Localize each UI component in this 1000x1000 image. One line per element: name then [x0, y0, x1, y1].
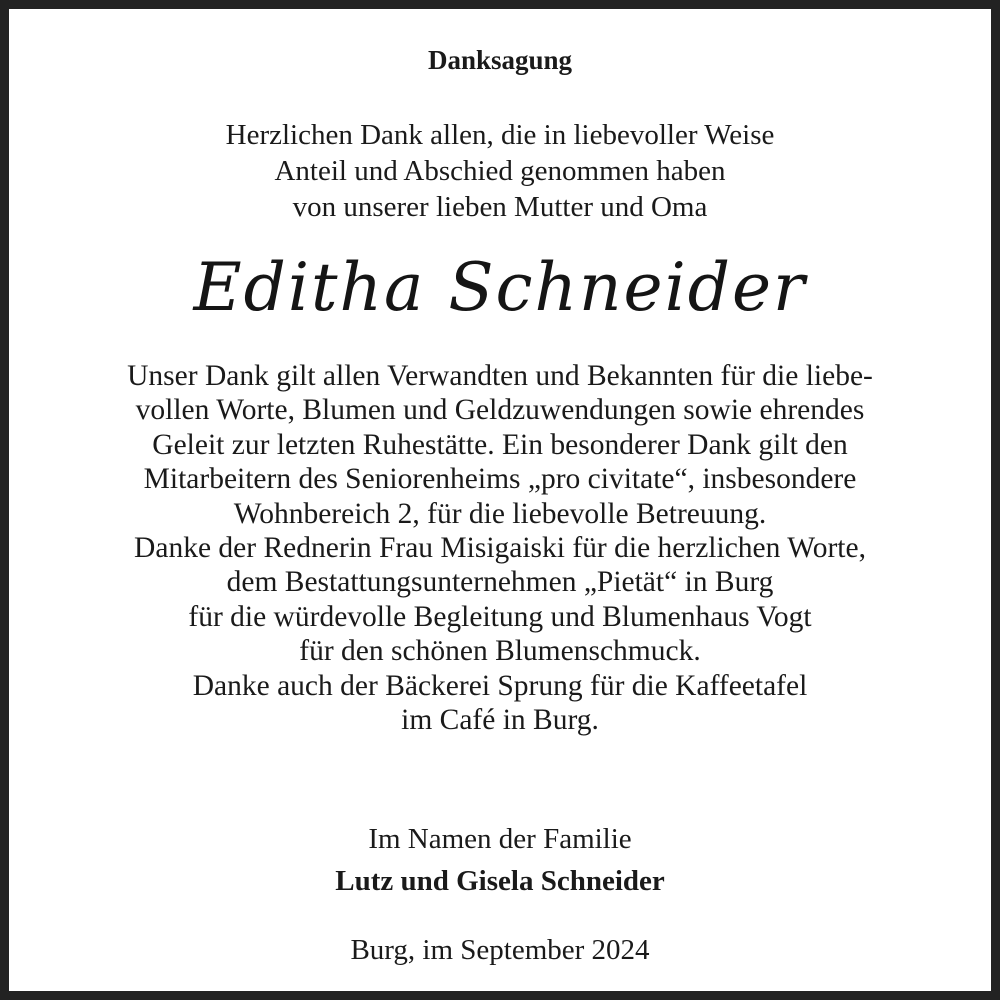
body-line: Danke auch der Bäckerei Sprung für die Kaffeetafel — [192, 669, 808, 702]
body-text — [9, 359, 991, 737]
notice-title: Danksagung — [427, 45, 573, 75]
body-line: Mitarbeitern des Seniorenheims „pro civitate“, insbesondere — [143, 463, 857, 496]
intro-text — [9, 117, 991, 225]
intro-line: Herzlichen Dank allen, die in liebevoller Weise — [225, 119, 775, 151]
body-line: Unser Dank gilt allen Verwandten und Bekannten für die liebe- — [127, 360, 873, 392]
body-line: für die würdevolle Begleitung und Blumenhaus Vogt — [188, 600, 812, 633]
intro-line: Anteil und Abschied genommen haben — [274, 155, 726, 187]
deceased-name: Editha Schneider — [193, 249, 807, 326]
body-line: Danke der Rednerin Frau Misigaiski für die herzlichen Worte, — [134, 532, 866, 565]
body-line: Wohnbereich 2, für die liebevolle Betreuung. — [233, 497, 767, 530]
signature-prefix: Im Namen der Familie — [368, 823, 632, 855]
body-line: Geleit zur letzten Ruhestätte. Ein besonderer Dank gilt den — [152, 428, 848, 461]
body-line: im Café in Burg. — [401, 704, 599, 737]
body-line: für den schönen Blumenschmuck. — [299, 635, 701, 668]
body-line: vollen Worte, Blumen und Geldzuwendungen sowie ehrendes — [135, 394, 865, 427]
body-line: dem Bestattungsunternehmen „Pietät“ in Burg — [226, 566, 774, 599]
signature-names: Lutz und Gisela Schneider — [335, 865, 665, 897]
intro-line: von unserer lieben Mutter und Oma — [292, 191, 708, 223]
place-date: Burg, im September 2024 — [350, 934, 650, 966]
